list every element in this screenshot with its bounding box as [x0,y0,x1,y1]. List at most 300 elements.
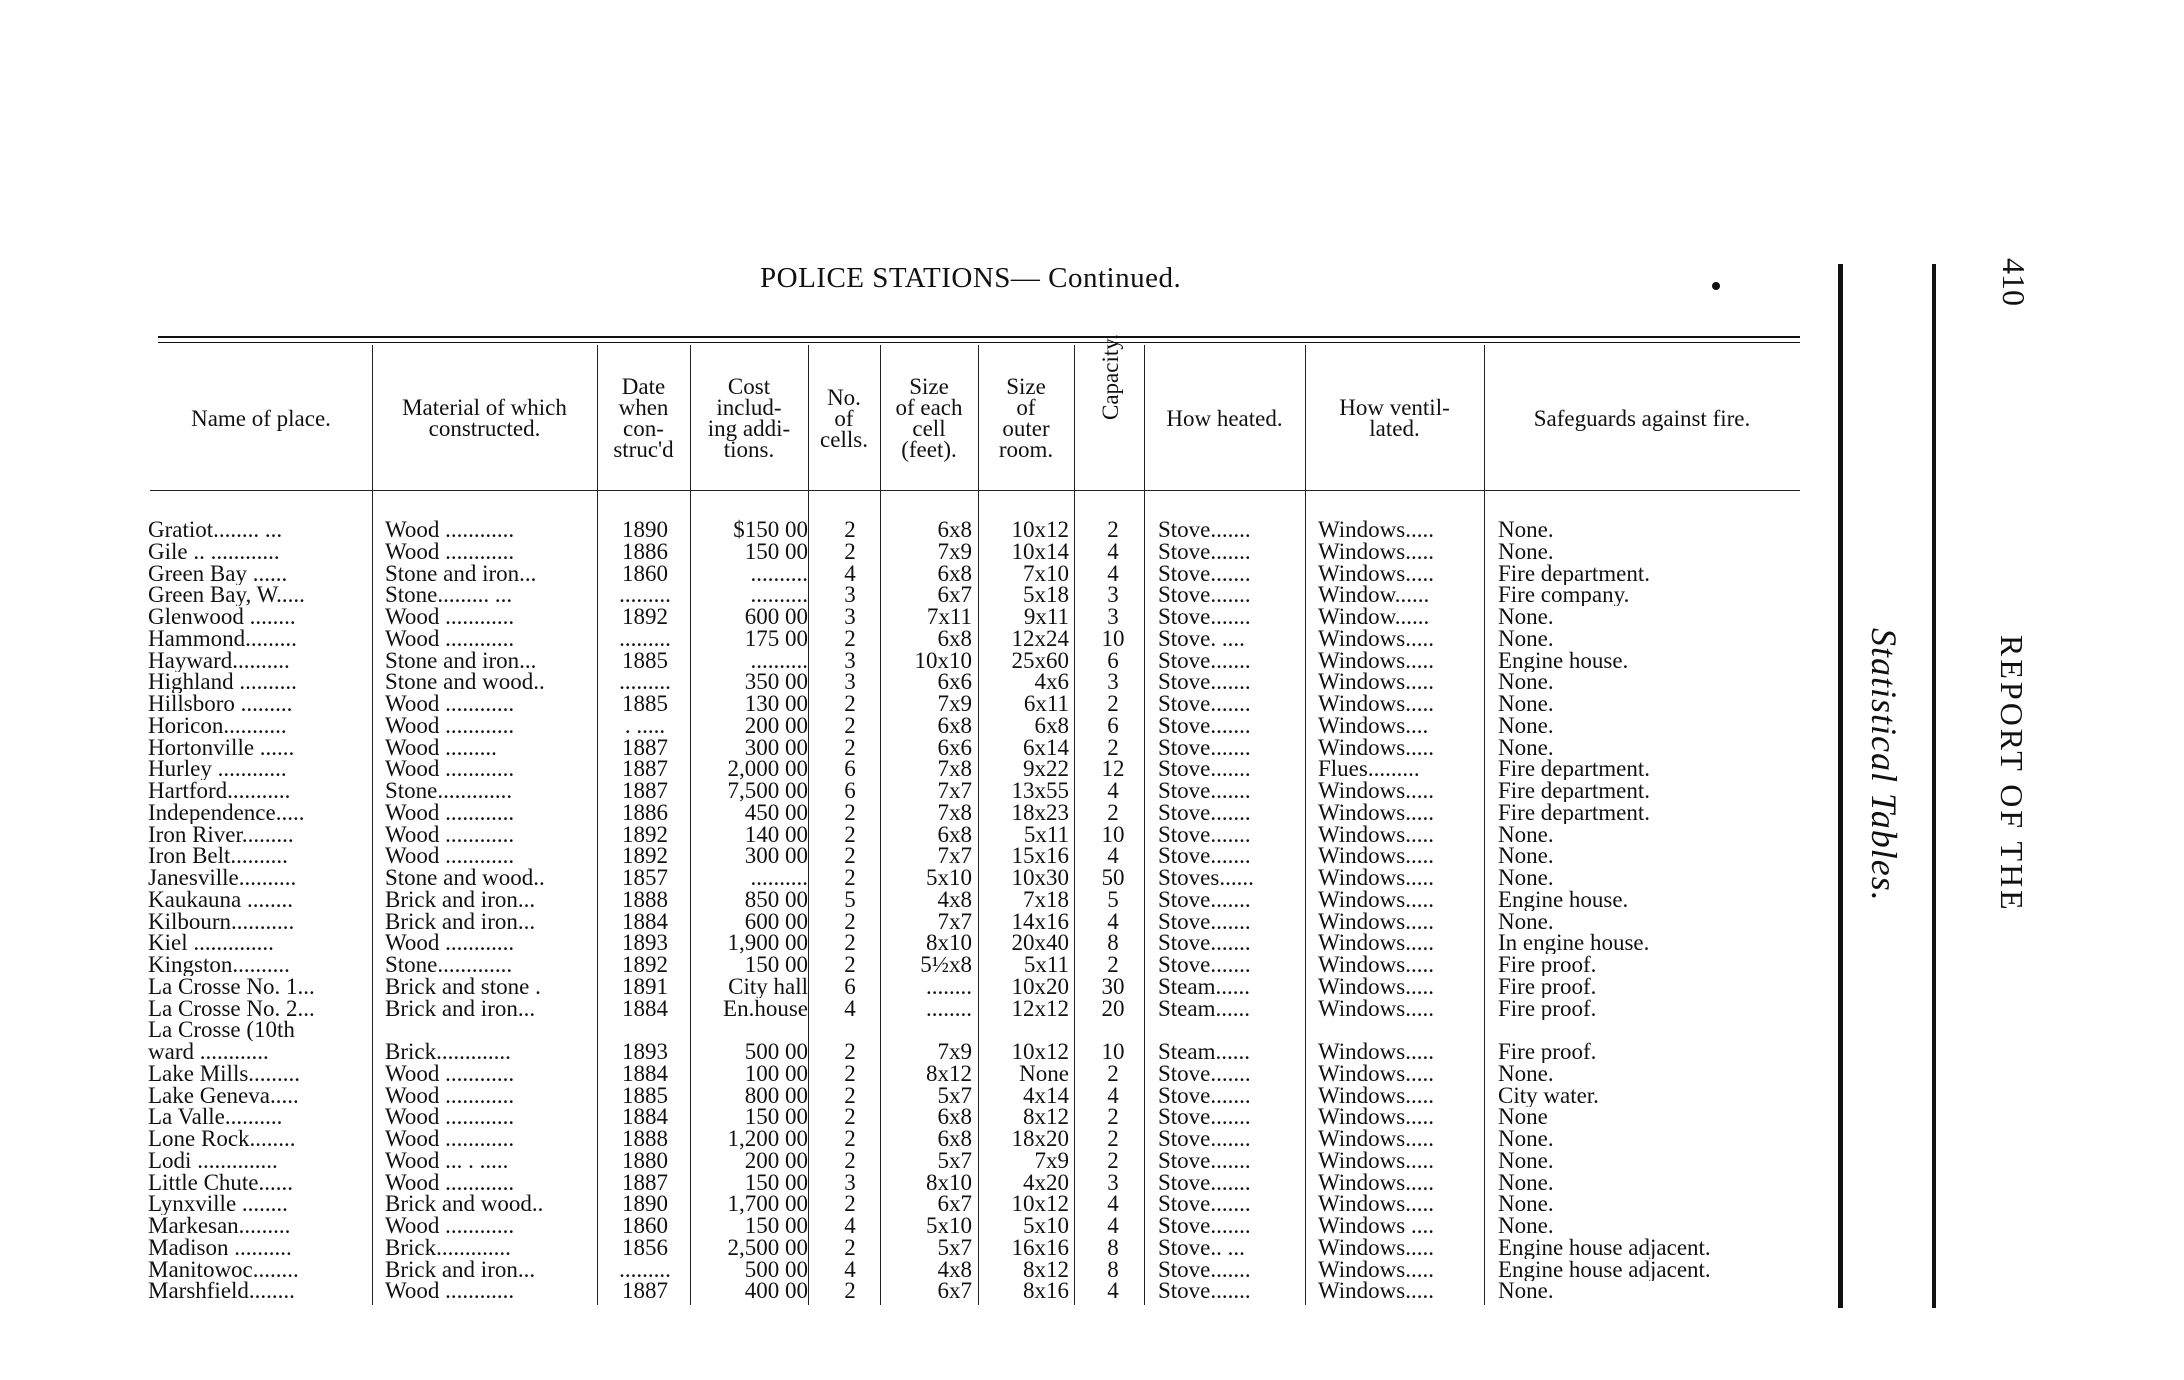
cell-safeguards: None. [1498,911,1554,933]
cell-cells: 2 [844,1041,856,1063]
cell-capacity: 2 [1107,1106,1119,1128]
cell-ventilated: Windows..... [1318,1237,1434,1259]
cell-size-room: 8x12 [1023,1259,1069,1281]
cell-material: Stone............. [385,954,513,976]
column-divider [1484,345,1485,1305]
cell-cells: 2 [844,628,856,650]
cell-cells: 2 [844,845,856,867]
cell-safeguards: Fire department. [1498,780,1651,802]
cell-safeguards: None. [1498,1063,1554,1085]
cell-cells: 2 [844,519,856,541]
cell-cost: 2,500 00 [727,1237,808,1259]
cell-capacity: 5 [1107,889,1119,911]
cell-date: 1886 [622,541,668,563]
cell-material: Stone and iron... [385,650,537,672]
header-material: Material of which constructed. [402,395,567,441]
cell-name: Gratiot........ ... [148,519,283,541]
cell-size-room: 10x12 [1011,1041,1069,1063]
cell-size-cell: 6x6 [937,737,972,759]
cell-safeguards: None. [1498,1215,1554,1237]
cell-ventilated: Windows..... [1318,1041,1434,1063]
cell-size-cell: 7x7 [937,780,972,802]
cell-material: Wood ............ [385,628,515,650]
cell-size-room: None [1019,1063,1069,1085]
cell-date: . ..... [624,715,666,737]
cell-material: Wood ............ [385,824,515,846]
cell-safeguards: None. [1498,824,1554,846]
cell-name: Hammond......... [148,628,297,650]
cell-date: 1887 [622,1172,668,1194]
cell-size-cell: 5x10 [926,1215,972,1237]
cell-cost: 1,200 00 [727,1128,808,1150]
cell-ventilated: Windows..... [1318,1172,1434,1194]
header-date: Date when con- struc'd [613,374,674,462]
cell-capacity: 2 [1107,802,1119,824]
cell-date: 1893 [622,1041,668,1063]
cell-cost: 150 00 [744,1106,808,1128]
cell-capacity: 3 [1107,671,1119,693]
cell-size-room: 15x16 [1011,845,1069,867]
cell-date: 1892 [622,824,668,846]
cell-heated: Stove....... [1158,911,1251,933]
cell-date: 1890 [622,1193,668,1215]
cell-date: 1891 [622,976,668,998]
cell-size-cell: ........ [926,998,972,1020]
cell-heated: Stove....... [1158,954,1251,976]
cell-capacity: 4 [1107,1085,1119,1107]
cell-cells: 2 [844,1193,856,1215]
cell-ventilated: Windows..... [1318,541,1434,563]
cell-cells: 2 [844,1085,856,1107]
cell-name: Lodi .............. [148,1150,278,1172]
cell-heated: Stove....... [1158,671,1251,693]
cell-date: 1888 [622,1128,668,1150]
cell-safeguards: Fire proof. [1498,998,1597,1020]
cell-size-cell: 5x7 [937,1085,972,1107]
cell-heated: Stove....... [1158,1215,1251,1237]
cell-heated: Stoves...... [1158,867,1254,889]
cell-size-room: 5x11 [1023,824,1069,846]
cell-material: Brick............. [385,1041,511,1063]
cell-size-cell: 6x8 [937,628,972,650]
cell-date: 1885 [622,693,668,715]
cell-cells: 6 [844,780,856,802]
cell-cells: 2 [844,541,856,563]
cell-capacity: 2 [1107,1150,1119,1172]
cell-capacity: 8 [1107,1237,1119,1259]
cell-cells: 4 [844,563,856,585]
cell-capacity: 50 [1101,867,1125,889]
cell-cost: 300 00 [744,737,808,759]
cell-material: Wood ............ [385,802,515,824]
cell-capacity: 4 [1107,845,1119,867]
header-size-cell: Size of each cell (feet). [895,374,963,462]
cell-material: Wood ............ [385,715,515,737]
section-head: Statistical Tables. [1864,628,1904,902]
cell-material: Brick and iron... [385,1259,536,1281]
cell-name: La Crosse No. 1... [148,976,315,998]
cell-size-room: 25x60 [1011,650,1069,672]
cell-date: 1884 [622,1106,668,1128]
cell-ventilated: Windows..... [1318,519,1434,541]
cell-ventilated: Windows..... [1318,1193,1434,1215]
top-rule [158,336,1800,338]
cell-size-room: 10x12 [1011,1193,1069,1215]
cell-heated: Stove....... [1158,1259,1251,1281]
cell-capacity: 3 [1107,1172,1119,1194]
cell-capacity: 4 [1107,780,1119,802]
header-rule [150,490,1800,491]
margin-rule-left [1838,264,1843,1308]
cell-ventilated: Windows..... [1318,932,1434,954]
cell-safeguards: None. [1498,693,1554,715]
cell-date: 1887 [622,1280,668,1302]
cell-heated: Stove....... [1158,824,1251,846]
cell-size-cell: 4x8 [937,889,972,911]
cell-size-room: 10x30 [1011,867,1069,889]
cell-cells: 5 [844,889,856,911]
cell-capacity: 3 [1107,606,1119,628]
cell-cost: 175 00 [744,628,808,650]
cell-date: 1884 [622,911,668,933]
cell-name: Markesan......... [148,1215,291,1237]
cell-date: 1892 [622,845,668,867]
cell-cost: .......... [750,563,808,585]
cell-material: Brick and stone . [385,976,541,998]
cell-capacity: 4 [1107,1280,1119,1302]
cell-size-cell: 5x10 [926,867,972,889]
cell-date: 1887 [622,737,668,759]
cell-name: Madison .......... [148,1237,292,1259]
cell-safeguards: In engine house. [1498,932,1650,954]
cell-material: Wood ............ [385,1172,515,1194]
header-cost: Cost includ- ing addi- tions. [707,374,791,462]
cell-capacity: 10 [1101,628,1125,650]
cell-size-room: 12x12 [1011,998,1069,1020]
cell-material: Brick and iron... [385,911,536,933]
cell-cost: 150 00 [744,1172,808,1194]
cell-name: Hurley ............ [148,758,287,780]
cell-size-cell: 6x7 [937,1193,972,1215]
cell-safeguards: None. [1498,1280,1554,1302]
cell-size-room: 8x16 [1023,1280,1069,1302]
cell-name: Horicon........... [148,715,287,737]
cell-safeguards: None. [1498,845,1554,867]
cell-heated: Steam...... [1158,976,1250,998]
cell-cost: 2,000 00 [727,758,808,780]
cell-cost: 7,500 00 [727,780,808,802]
cell-cost: 600 00 [744,606,808,628]
cell-cost: 300 00 [744,845,808,867]
cell-ventilated: Windows..... [1318,1106,1434,1128]
cell-cells: 2 [844,693,856,715]
cell-ventilated: Windows..... [1318,998,1434,1020]
cell-heated: Stove....... [1158,1128,1251,1150]
cell-cost: 600 00 [744,911,808,933]
cell-heated: Stove....... [1158,563,1251,585]
ink-dot [1712,282,1720,290]
cell-name: Iron River......... [148,824,294,846]
cell-ventilated: Windows..... [1318,671,1434,693]
cell-name: Hayward.......... [148,650,290,672]
cell-name: Green Bay ...... [148,563,288,585]
cell-cells: 2 [844,932,856,954]
cell-size-cell: 7x8 [937,802,972,824]
cell-cost: 200 00 [744,1150,808,1172]
cell-capacity: 4 [1107,563,1119,585]
cell-size-room: 18x20 [1011,1128,1069,1150]
header-name: Name of place. [191,405,331,431]
cell-size-room: 10x20 [1011,976,1069,998]
cell-ventilated: Windows..... [1318,737,1434,759]
cell-heated: Stove....... [1158,541,1251,563]
cell-name: Iron Belt.......... [148,845,288,867]
cell-size-room: 7x18 [1023,889,1069,911]
cell-capacity: 2 [1107,737,1119,759]
cell-cells: 3 [844,650,856,672]
header-cells: No. of cells. [820,384,868,452]
cell-ventilated: Windows..... [1318,911,1434,933]
cell-material: Stone............. [385,780,513,802]
cell-date: 1887 [622,758,668,780]
cell-heated: Stove....... [1158,693,1251,715]
cell-cost: 1,900 00 [727,932,808,954]
cell-cells: 2 [844,715,856,737]
cell-ventilated: Windows..... [1318,976,1434,998]
cell-capacity: 3 [1107,584,1119,606]
cell-size-cell: 10x10 [914,650,972,672]
cell-size-cell: 6x8 [937,519,972,541]
cell-material: Wood ............ [385,1215,515,1237]
cell-size-room: 6x11 [1023,693,1069,715]
cell-name: Lake Mills......... [148,1063,301,1085]
header-heated: How heated. [1166,405,1283,431]
cell-cells: 3 [844,606,856,628]
cell-ventilated: Windows..... [1318,1259,1434,1281]
cell-capacity: 12 [1101,758,1125,780]
cell-ventilated: Windows..... [1318,650,1434,672]
cell-capacity: 4 [1107,1193,1119,1215]
cell-size-cell: 5x7 [937,1237,972,1259]
cell-ventilated: Windows..... [1318,889,1434,911]
cell-heated: Stove....... [1158,1150,1251,1172]
cell-name: Green Bay, W..... [148,584,305,606]
cell-name: Highland .......... [148,671,297,693]
cell-size-cell: 5½x8 [920,954,972,976]
cell-name: Hartford........... [148,780,291,802]
cell-material: Wood ............ [385,1128,515,1150]
cell-name: Independence..... [148,802,305,824]
cell-date: 1886 [622,802,668,824]
cell-heated: Stove....... [1158,1106,1251,1128]
cell-heated: Stove....... [1158,845,1251,867]
cell-name: Little Chute...... [148,1172,294,1194]
cell-cost: 450 00 [744,802,808,824]
cell-cost: .......... [750,584,808,606]
cell-material: Wood ............ [385,519,515,541]
cell-material: Brick and wood.. [385,1193,544,1215]
cell-heated: Stove....... [1158,715,1251,737]
cell-capacity: 4 [1107,541,1119,563]
cell-date: 1887 [622,780,668,802]
cell-safeguards: None. [1498,1172,1554,1194]
cell-safeguards: None. [1498,1150,1554,1172]
cell-cells: 2 [844,1063,856,1085]
cell-size-room: 12x24 [1011,628,1069,650]
cell-name: Lynxville ........ [148,1193,288,1215]
cell-cells: 3 [844,671,856,693]
cell-date: 1860 [622,1215,668,1237]
cell-capacity: 10 [1101,824,1125,846]
cell-ventilated: Windows..... [1318,628,1434,650]
cell-cost: 400 00 [744,1280,808,1302]
cell-safeguards: Engine house adjacent. [1498,1259,1711,1281]
cell-size-room: 13x55 [1011,780,1069,802]
cell-ventilated: Window...... [1318,584,1430,606]
cell-size-room: 10x14 [1011,541,1069,563]
cell-capacity: 8 [1107,1259,1119,1281]
cell-cost: 150 00 [744,541,808,563]
cell-size-cell: ........ [926,976,972,998]
cell-size-room: 4x6 [1034,671,1069,693]
cell-material: Wood ... . ..... [385,1150,509,1172]
cell-size-cell: 8x10 [926,1172,972,1194]
cell-ventilated: Windows..... [1318,867,1434,889]
cell-cells: 2 [844,954,856,976]
cell-heated: Stove.. ... [1158,1237,1245,1259]
cell-size-room: 6x14 [1023,737,1069,759]
cell-material: Wood ......... [385,737,497,759]
cell-ventilated: Windows..... [1318,954,1434,976]
cell-size-cell: 7x7 [937,845,972,867]
cell-capacity: 4 [1107,911,1119,933]
cell-cells: 6 [844,758,856,780]
header-safeguards: Safeguards against fire. [1533,405,1751,431]
cell-heated: Stove....... [1158,889,1251,911]
cell-name: La Valle.......... [148,1106,283,1128]
cell-safeguards: Fire department. [1498,758,1651,780]
cell-material: Brick and iron... [385,998,536,1020]
cell-size-room: 6x8 [1034,715,1069,737]
cell-date: 1860 [622,563,668,585]
cell-cost: City hall [728,976,808,998]
cell-size-room: 8x12 [1023,1106,1069,1128]
cell-size-room: 16x16 [1011,1237,1069,1259]
cell-date: ......... [619,628,671,650]
cell-material: Wood ............ [385,1063,515,1085]
cell-cells: 2 [844,1106,856,1128]
cell-size-cell: 5x7 [937,1150,972,1172]
cell-ventilated: Windows..... [1318,1280,1434,1302]
cell-size-cell: 7x8 [937,758,972,780]
cell-material: Wood ............ [385,845,515,867]
cell-safeguards: Engine house. [1498,889,1629,911]
cell-name: Kilbourn........... [148,911,295,933]
cell-size-cell: 6x7 [937,584,972,606]
cell-date: 1893 [622,932,668,954]
cell-heated: Stove....... [1158,606,1251,628]
cell-date: 1892 [622,954,668,976]
cell-cost: 150 00 [744,1215,808,1237]
cell-size-room: 7x9 [1034,1150,1069,1172]
cell-heated: Stove....... [1158,1063,1251,1085]
page-number: 410 [1996,258,2032,306]
cell-ventilated: Windows.... [1318,715,1429,737]
cell-cells: 2 [844,911,856,933]
cell-cost: 150 00 [744,954,808,976]
cell-capacity: 8 [1107,932,1119,954]
cell-name: Hillsboro ......... [148,693,293,715]
cell-size-cell: 6x8 [937,1106,972,1128]
cell-date: 1885 [622,650,668,672]
cell-heated: Stove....... [1158,519,1251,541]
cell-date: 1888 [622,889,668,911]
page-title: POLICE STATIONS— Continued. [760,262,1182,294]
cell-material: Stone and wood.. [385,867,545,889]
cell-size-room: 7x10 [1023,563,1069,585]
cell-material: Wood ............ [385,693,515,715]
cell-cost: .......... [750,867,808,889]
cell-material: Wood ............ [385,541,515,563]
cell-cost: $150 00 [733,519,808,541]
cell-cost: 130 00 [744,693,808,715]
cell-size-cell: 8x12 [926,1063,972,1085]
cell-date: 1890 [622,519,668,541]
cell-cells: 2 [844,1128,856,1150]
cell-capacity: 10 [1101,1041,1125,1063]
cell-ventilated: Flues......... [1318,758,1420,780]
cell-safeguards: None. [1498,715,1554,737]
header-size-room: Size of outer room. [998,374,1054,462]
cell-size-cell: 7x7 [937,911,972,933]
cell-safeguards: Fire company. [1498,584,1630,606]
column-divider [372,345,373,1305]
cell-name: Marshfield........ [148,1280,295,1302]
cell-material: Stone......... ... [385,584,513,606]
cell-heated: Stove....... [1158,1193,1251,1215]
cell-material: Wood ............ [385,1085,515,1107]
cell-capacity: 6 [1107,715,1119,737]
cell-heated: Stove. .... [1158,628,1245,650]
header-capacity: Capacity. [1098,333,1123,420]
cell-ventilated: Windows..... [1318,1150,1434,1172]
cell-date: 1880 [622,1150,668,1172]
cell-date: 1885 [622,1085,668,1107]
cell-size-room: 10x12 [1011,519,1069,541]
cell-cost: 800 00 [744,1085,808,1107]
cell-size-room: 9x22 [1023,758,1069,780]
cell-cost: .......... [750,650,808,672]
cell-size-room: 20x40 [1011,932,1069,954]
cell-date: 1857 [622,867,668,889]
cell-name: Lone Rock........ [148,1128,296,1150]
cell-size-cell: 7x11 [926,606,972,628]
cell-material: Stone and iron... [385,563,537,585]
cell-cost: 850 00 [744,889,808,911]
cell-capacity: 4 [1107,1215,1119,1237]
cell-safeguards: None. [1498,519,1554,541]
cell-safeguards: Fire proof. [1498,1041,1597,1063]
cell-name: La Crosse (10th [148,1019,295,1041]
cell-heated: Steam...... [1158,1041,1250,1063]
header-ventilated: How ventil- lated. [1339,395,1450,441]
cell-size-room: 18x23 [1011,802,1069,824]
cell-size-cell: 6x8 [937,715,972,737]
cell-heated: Stove....... [1158,932,1251,954]
cell-date: 1884 [622,998,668,1020]
cell-heated: Stove....... [1158,584,1251,606]
cell-size-cell: 6x8 [937,824,972,846]
